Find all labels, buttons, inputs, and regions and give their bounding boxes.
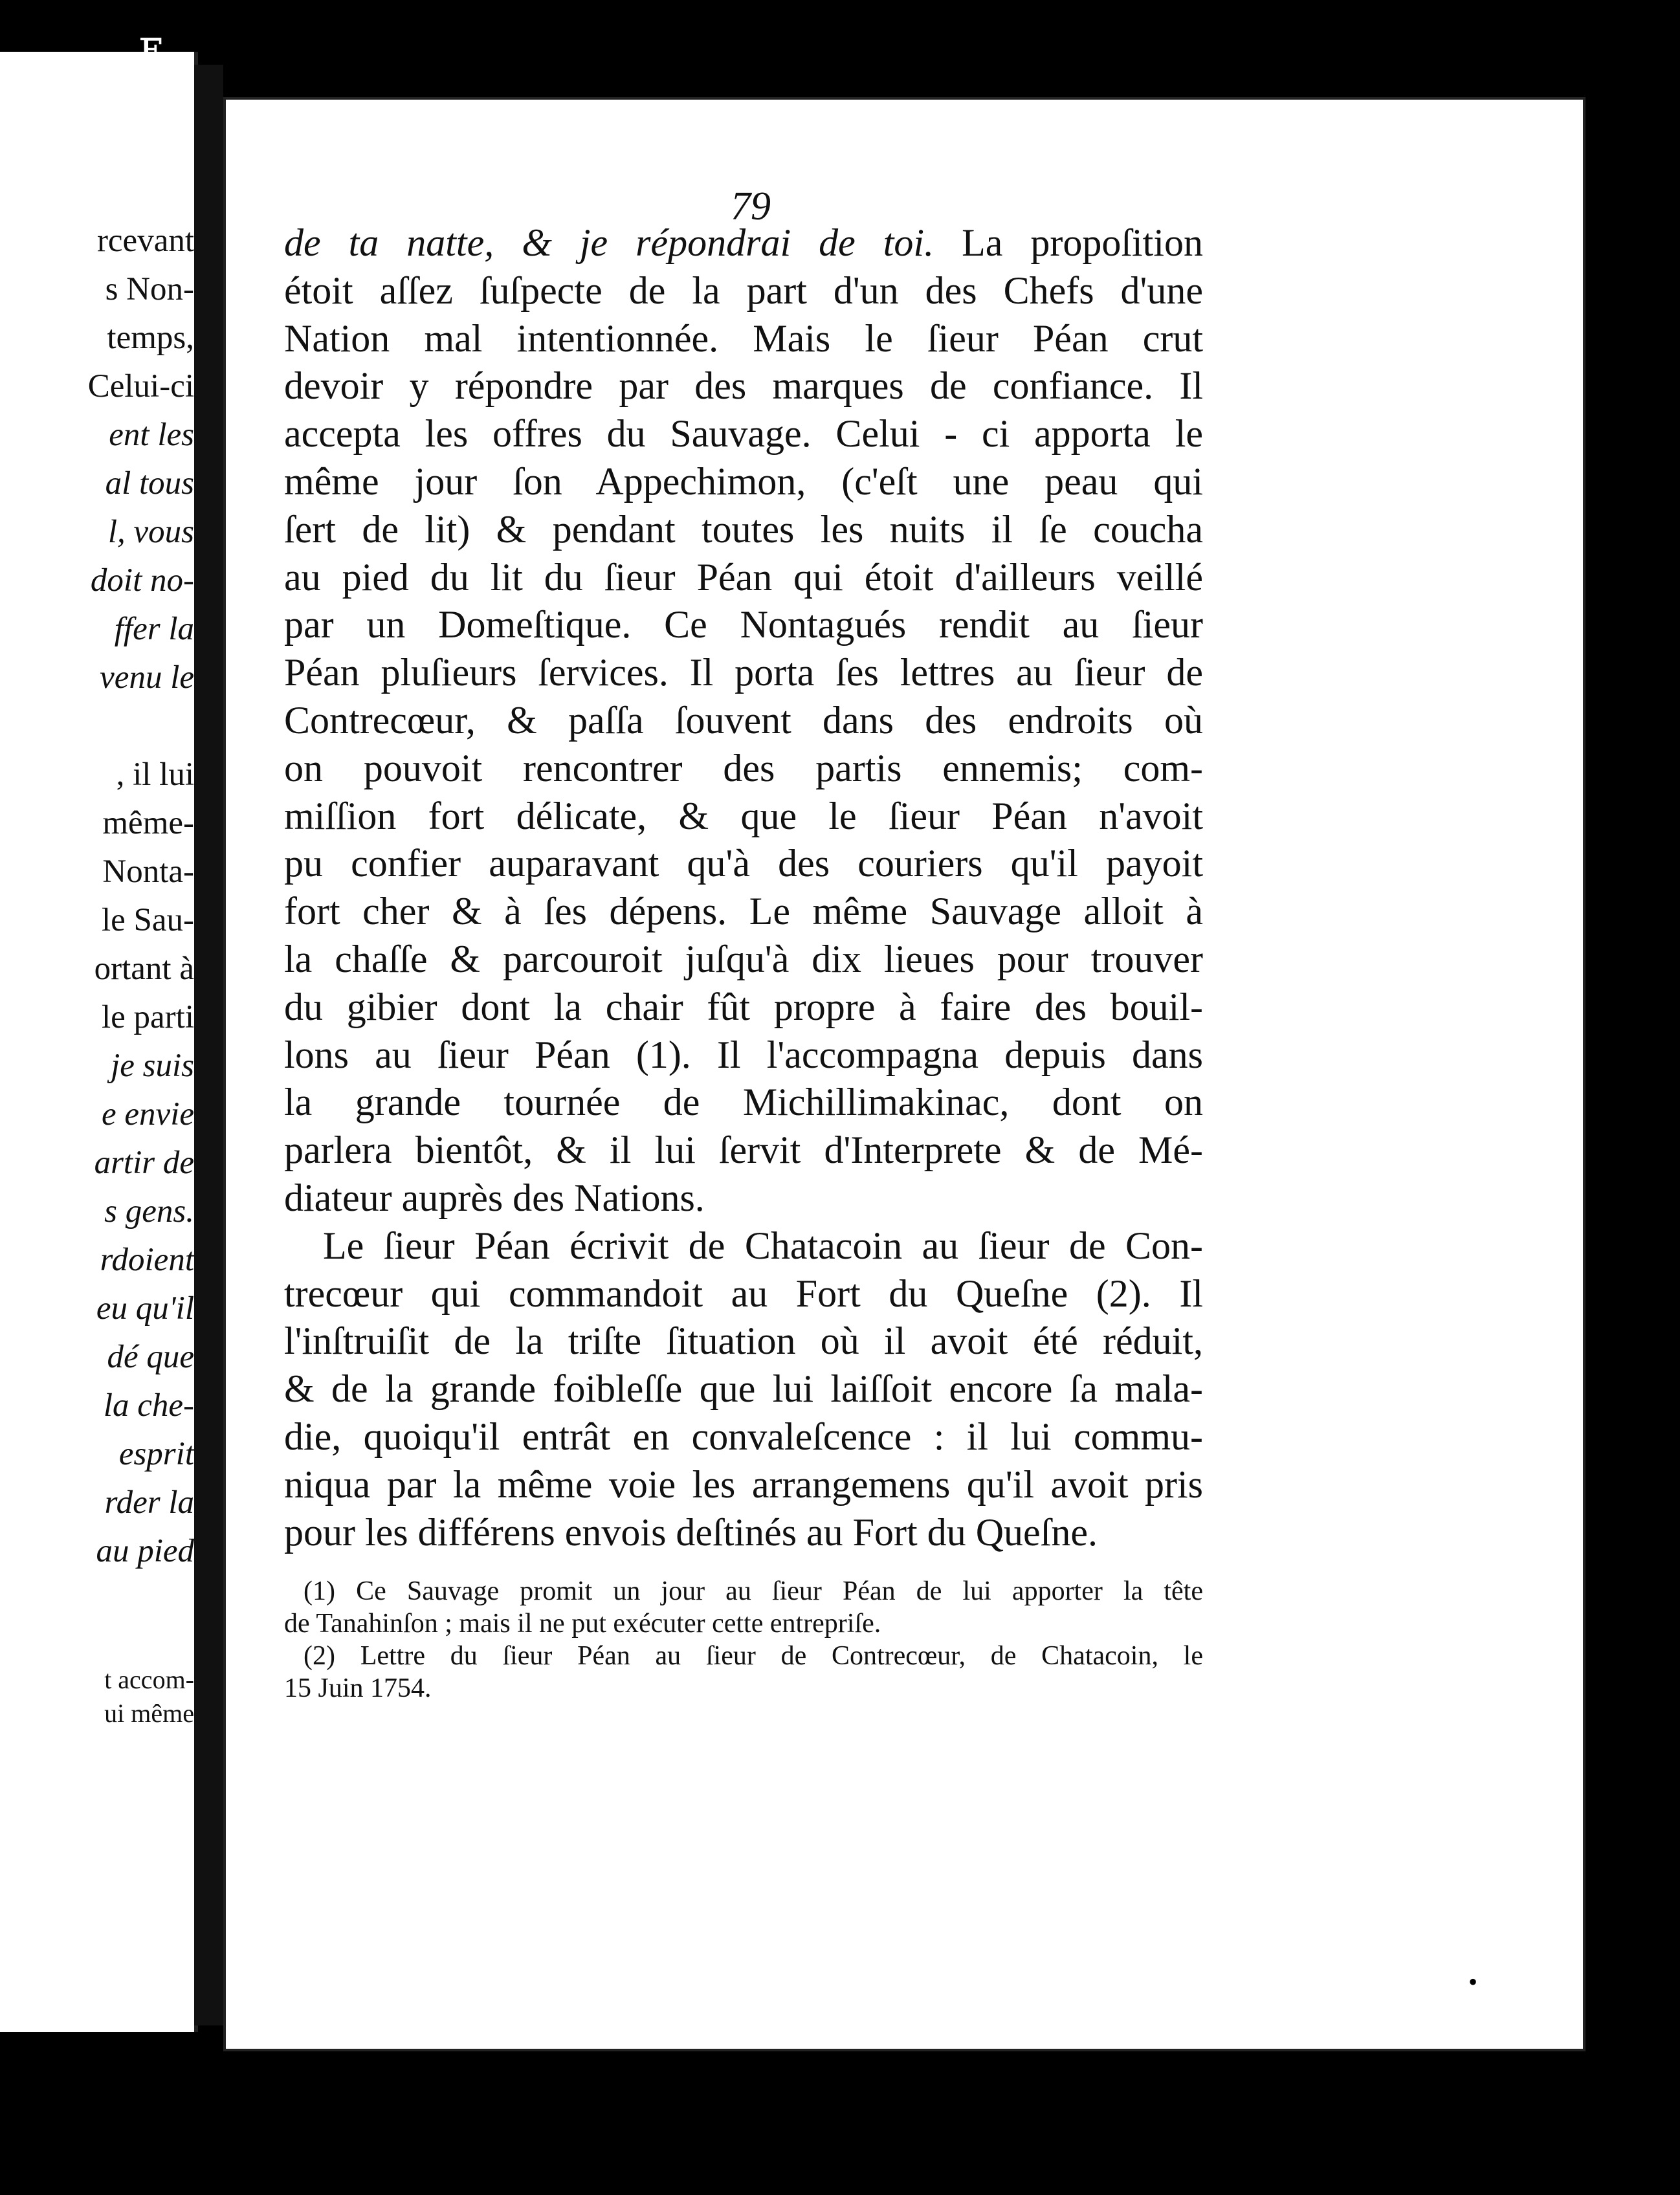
left-page-line: , il lui [116,756,194,793]
text-segment: die, quoiqu'il entrât en convaleſcence : il lui commu- [284,1415,1203,1458]
corner-mark: ꜰ [139,22,162,72]
body-line [284,1509,1203,1557]
left-page-notes [104,1663,194,1730]
body-line [284,410,1203,458]
left-page-line: s gens. [104,1193,194,1230]
body-line [284,1413,1203,1461]
body-line [284,936,1203,984]
body-line [284,888,1203,936]
left-page-line: le parti [101,999,194,1035]
body-line [284,601,1203,649]
body-line [284,840,1203,888]
text-segment: du gibier dont la chair fût propre à faire des bouil- [284,985,1203,1028]
text-segment: fort cher & à ſes dépens. Le même Sauvage alloit à [284,890,1203,933]
text-segment: au pied du lit du ſieur Péan qui étoit d'ailleurs veillé [284,555,1203,599]
left-page-line: s Non- [105,271,194,307]
left-page-line: rdoient [100,1242,194,1278]
body-line [284,793,1203,841]
body-line [284,362,1203,410]
right-page [223,97,1586,2051]
text-segment: la grande tournée de Michillimakinac, dont on [284,1081,1203,1124]
body-line [284,1270,1203,1318]
body-line [284,1079,1203,1127]
text-segment: trecœur qui commandoit au Fort du Queſne (2). Il [284,1272,1203,1315]
left-page-line: e envie [102,1096,194,1132]
text-segment: par un Domeſtique. Ce Nontagués rendit au ſieur [284,603,1203,646]
body-line [284,315,1203,363]
left-page-text [88,217,194,1576]
text-segment: Péan pluſieurs ſervices. Il porta ſes lettres au ſieur de [284,651,1203,694]
book-gutter [194,65,223,2025]
text-segment: même jour ſon Appechimon, (c'eſt une peau qui [284,459,1203,503]
body-line [284,219,1203,267]
left-page-line: Celui-ci [87,368,194,404]
left-page-line: temps, [107,320,194,356]
body-line [284,554,1203,602]
body-line [284,1222,1203,1270]
text-segment: pour les différens envois deſtinés au Fort du Queſne. [284,1510,1098,1554]
body-line [284,458,1203,506]
text-segment: miſſion fort délicate, & que le ſieur Péan n'avoit [284,794,1203,837]
text-segment: la chaſſe & parcouroit juſqu'à dix lieues pour trouver [284,937,1203,980]
left-page-line: doit no- [90,562,194,599]
left-page-line: la che- [103,1387,194,1424]
text-segment: l'inſtruiſit de la triſte ſituation où il avoit été réduit, [284,1319,1203,1363]
body-line [284,1031,1203,1079]
footnote-line: (1) Ce Sauvage promit un jour au ſieur Péan de lui apporter la tête [304,1576,1203,1606]
text-segment: Contrecœur, & paſſa ſouvent dans des endroits où [284,698,1203,742]
body-line [284,506,1203,554]
left-page-line: dé que [107,1339,194,1375]
text-segment: Le ſieur Péan écrivit de Chatacoin au ſieur de Con- [323,1224,1203,1267]
left-page-note-line: t accom- [104,1665,194,1694]
footnote-line: (2) Lettre du ſieur Péan au ſieur de Contrecœur, de Chatacoin, le [304,1641,1203,1671]
left-page-line: ortant à [94,951,194,987]
left-page-line: même- [102,805,194,841]
text-segment: ſert de lit) & pendant toutes les nuits il ſe coucha [284,507,1203,551]
left-page-line: rder la [104,1484,194,1521]
body-text [284,219,1203,1556]
body-line [284,1175,1203,1222]
speck-mark: • [1468,1967,1478,1996]
footnotes [284,1575,1203,1704]
left-page-line: l, vous [107,514,194,550]
body-line [284,1318,1203,1365]
body-line [284,697,1203,745]
text-segment: & de la grande foibleſſe que lui laiſſoit encore ſa mala- [284,1367,1203,1411]
text-segment: diateur auprès des Nations. [284,1176,705,1219]
left-page-line: je suis [111,1048,194,1084]
body-line [284,267,1203,315]
text-segment: Nation mal intentionnée. Mais le ſieur Péan crut [284,316,1203,360]
text-segment: on pouvoit rencontrer des partis ennemis; com- [284,746,1203,789]
page-number: 79 [731,184,771,228]
left-page-line: eu qu'il [96,1290,194,1327]
left-page-line: artir de [94,1145,194,1181]
text-segment: de ta natte, & je répondrai de toi. [284,221,934,264]
text-segment: La propoſition [934,221,1203,264]
text-segment: niqua par la même voie les arrangemens qu'il avoit pris [284,1462,1203,1506]
body-line [284,984,1203,1031]
body-line [284,745,1203,793]
body-line [284,1127,1203,1175]
body-line [284,649,1203,697]
left-page-line: al tous [105,465,194,502]
text-segment: pu confier auparavant qu'à des couriers qu'il payoit [284,842,1203,885]
left-page-line: Nonta- [102,854,194,890]
footnote-line: 15 Juin 1754. [284,1673,432,1703]
left-page-line: ent les [109,417,194,453]
body-line [284,1461,1203,1509]
text-segment: accepta les offres du Sauvage. Celui - ci apporta le [284,412,1203,456]
left-page-line: esprit [118,1436,194,1472]
left-page-note-line: ui même [104,1699,194,1728]
footnote-line: de Tanahinſon ; mais il ne put exécuter cette entrepriſe. [284,1609,881,1638]
left-page-line: venu le [100,659,194,696]
left-page-fragment [0,52,198,2032]
text-segment: lons au ſieur Péan (1). Il l'accompagna depuis dans [284,1033,1203,1076]
left-page-line [88,702,194,751]
left-page-line: ffer la [114,611,194,647]
left-page-line: rcevant [96,223,194,259]
text-segment: devoir y répondre par des marques de confiance. Il [284,364,1203,408]
body-line [284,1365,1203,1413]
text-segment: étoit aſſez ſuſpecte de la part d'un des Chefs d'une [284,269,1203,312]
left-page-line: le Sau- [101,902,194,938]
left-page-line: au pied [96,1533,194,1569]
text-segment: parlera bientôt, & il lui ſervit d'Interprete & de Mé- [284,1129,1203,1172]
